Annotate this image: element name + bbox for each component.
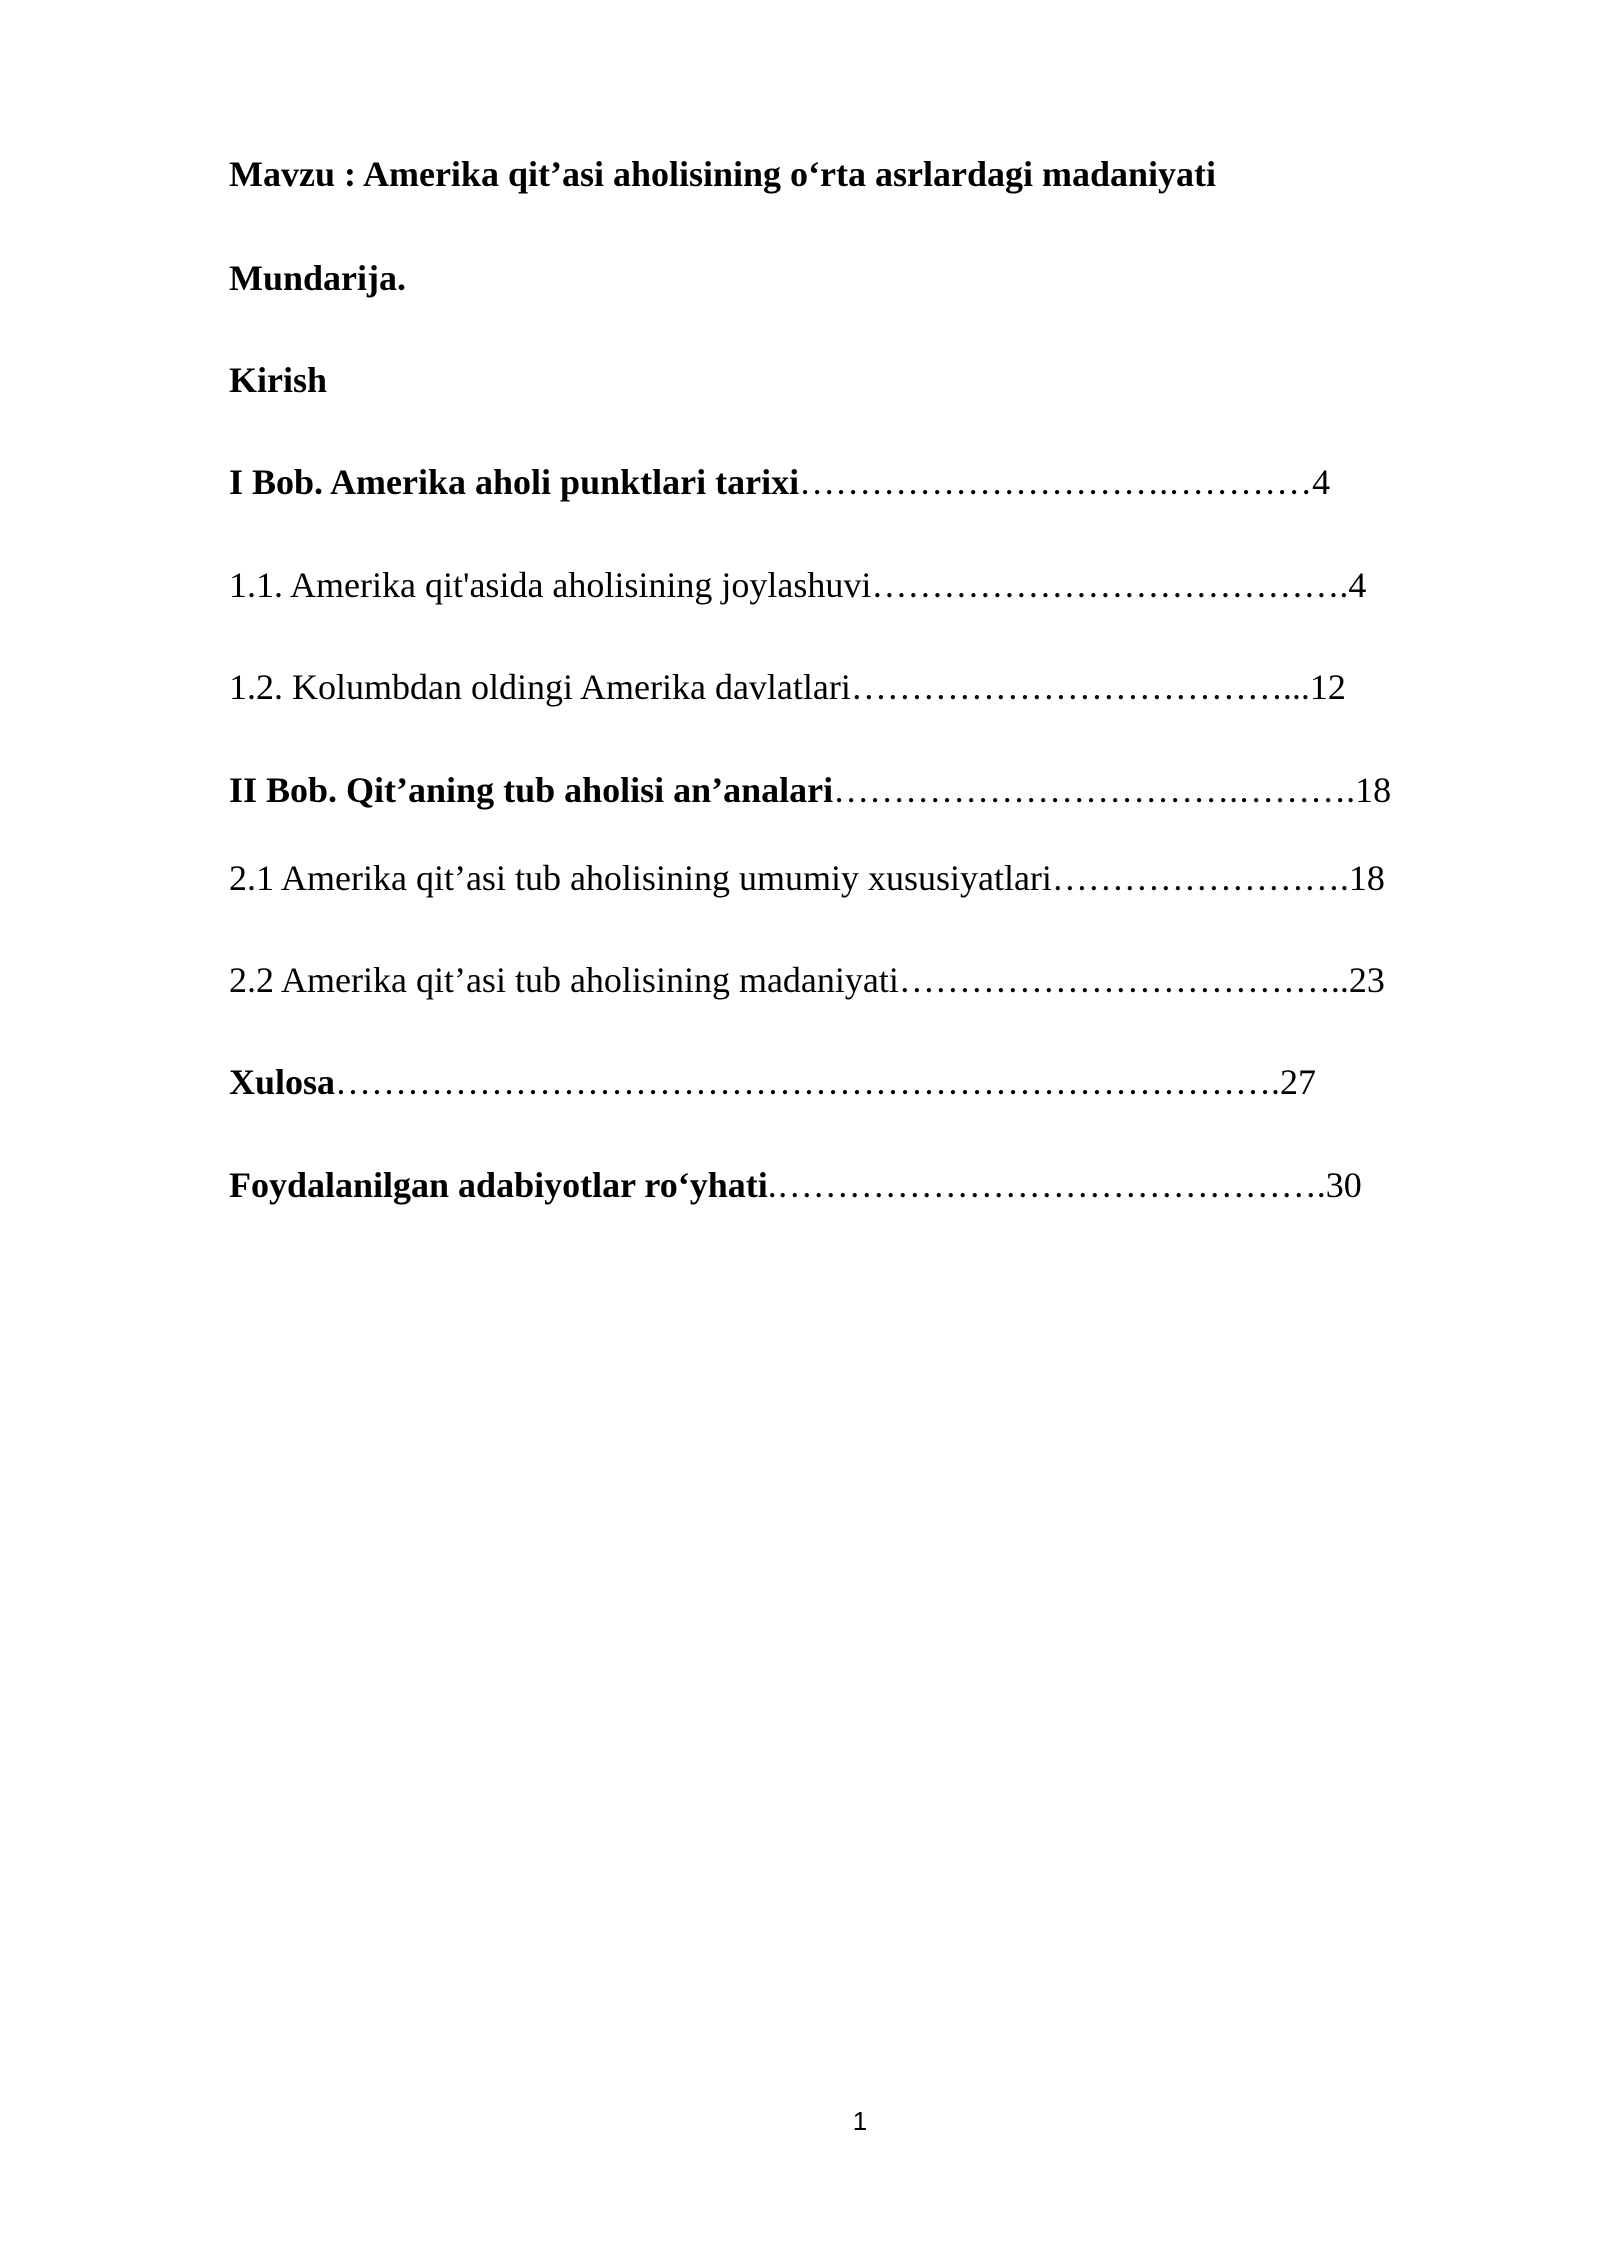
toc-leader-dots: ………………………………...	[850, 667, 1310, 707]
toc-entry-title: Foydalanilgan adabiyotlar ro‘yhati	[229, 1165, 768, 1205]
toc-leader-dots: …………………….	[1051, 858, 1349, 898]
toc-entry-section-1-1	[229, 563, 1366, 607]
intro-heading: Kirish	[229, 360, 328, 400]
toc-entry-section-2-1	[229, 856, 1385, 900]
toc-page-number: 12	[1309, 667, 1346, 707]
toc-leader-dots: ………………………….…………	[799, 462, 1313, 502]
toc-entry-title: 1.2. Kolumbdan oldingi Amerika davlatlari	[229, 667, 851, 707]
toc-page-number: 27	[1280, 1062, 1317, 1102]
toc-entry-chapter-1	[229, 460, 1330, 504]
toc-entry-title: II Bob. Qit’aning tub aholisi an’analari	[229, 770, 834, 810]
toc-entry-section-1-2	[229, 665, 1346, 709]
contents-heading: Mundarija.	[229, 258, 407, 298]
toc-page-number: 30	[1325, 1165, 1362, 1205]
toc-page-number: 4	[1312, 462, 1331, 502]
toc-page-number: 23	[1348, 960, 1385, 1000]
toc-leader-dots: …………………………….……….	[833, 770, 1356, 810]
page-number: 1	[852, 2106, 868, 2136]
toc-entry-section-2-2	[229, 958, 1385, 1002]
toc-entry-title: I Bob. Amerika aholi punktlari tarixi	[229, 462, 800, 502]
toc-entry-title: Xulosa	[229, 1062, 336, 1102]
toc-entry-conclusion	[229, 1060, 1316, 1104]
toc-entry-title: 1.1. Amerika qit'asida aholisining joylashuvi	[229, 565, 872, 605]
toc-leader-dots: ………………………………….	[871, 565, 1349, 605]
toc-page-number: 18	[1348, 858, 1385, 898]
toc-entry-title: 2.1 Amerika qit’asi tub aholisining umumiy xususiyatlari	[229, 858, 1052, 898]
toc-entry-title: 2.2 Amerika qit’asi tub aholisining madaniyati	[229, 960, 899, 1000]
topic-title: Mavzu : Amerika qit’asi aholisining o‘rta asrlardagi madaniyati	[229, 154, 1217, 194]
toc-page-number: 4	[1348, 565, 1367, 605]
toc-entry-references	[229, 1163, 1362, 1207]
toc-entry-chapter-2	[229, 768, 1391, 812]
toc-leader-dots: .……………………………………….	[767, 1165, 1326, 1205]
toc-leader-dots: …………………………………………………………………….	[335, 1062, 1281, 1102]
toc-leader-dots: ………………………………..	[898, 960, 1349, 1000]
toc-page-number: 18	[1355, 770, 1392, 810]
